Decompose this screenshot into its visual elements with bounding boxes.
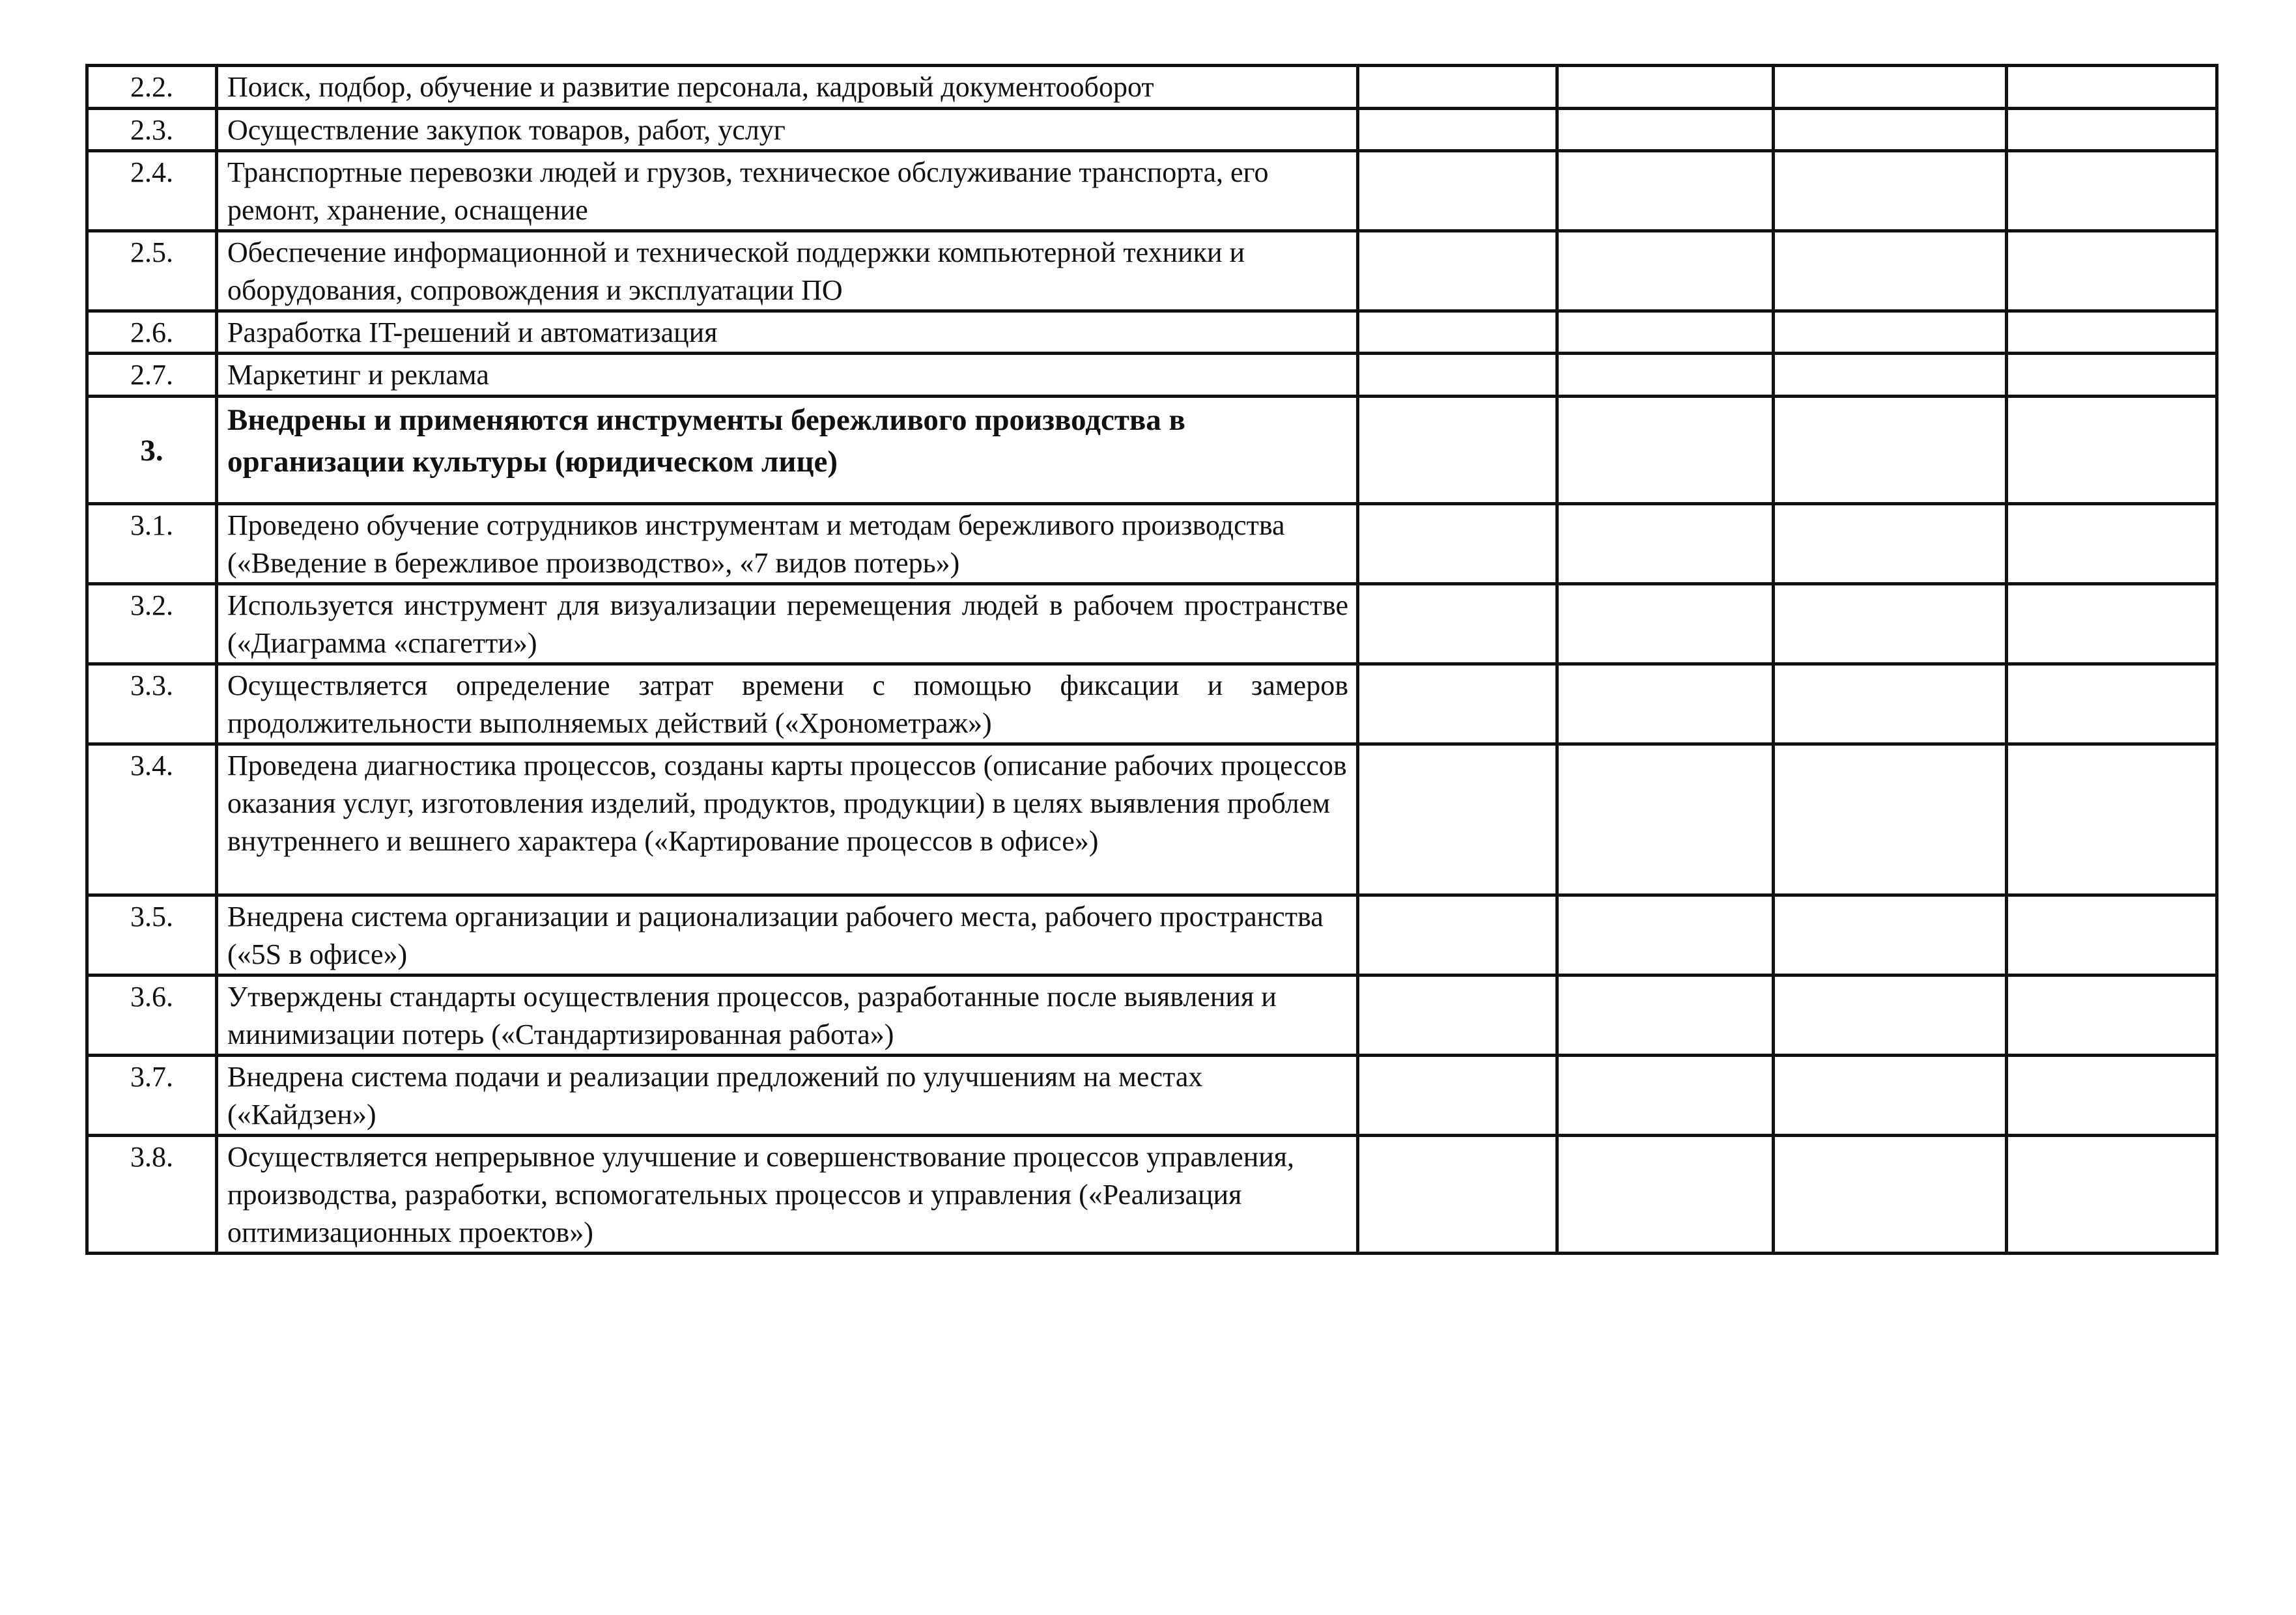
blank-cell[interactable] bbox=[1557, 1136, 1774, 1254]
blank-cell[interactable] bbox=[1774, 151, 2007, 231]
row-text: Проведено обучение сотрудников инструментам и методам бережливого производства («Введение в бережливое производство», «7 видов потерь») bbox=[217, 504, 1358, 584]
blank-cell[interactable] bbox=[2007, 976, 2217, 1056]
blank-cell[interactable] bbox=[1557, 895, 1774, 976]
blank-cell[interactable] bbox=[1774, 354, 2007, 397]
table-row bbox=[87, 66, 2217, 109]
blank-cell[interactable] bbox=[1358, 66, 1557, 109]
blank-cell[interactable] bbox=[1557, 109, 1774, 151]
table-row bbox=[87, 1136, 2217, 1254]
blank-cell[interactable] bbox=[1774, 1136, 2007, 1254]
blank-cell[interactable] bbox=[2007, 1056, 2217, 1136]
blank-cell[interactable] bbox=[1358, 109, 1557, 151]
row-number: 2.6. bbox=[87, 311, 217, 354]
row-text: Проведена диагностика процессов, созданы карты процессов (описание рабочих процессов оказания услуг, изготовления изделий, продуктов, продукции) в целях выявления проблем внутреннего и вешнего характера («Картирование процессов в офисе») bbox=[217, 744, 1358, 895]
section-number: 3. bbox=[87, 397, 217, 504]
blank-cell[interactable] bbox=[1358, 976, 1557, 1056]
table-row bbox=[87, 1056, 2217, 1136]
table-row bbox=[87, 895, 2217, 976]
row-text: Используется инструмент для визуализации перемещения людей в рабочем пространстве («Диаграмма «спагетти») bbox=[217, 584, 1358, 664]
blank-cell[interactable] bbox=[1557, 231, 1774, 311]
row-text: Осуществляется определение затрат времени с помощью фиксации и замеров продолжительности выполняемых действий («Хронометраж») bbox=[217, 664, 1358, 744]
row-text: Транспортные перевозки людей и грузов, техническое обслуживание транспорта, его ремонт, хранение, оснащение bbox=[217, 151, 1358, 231]
blank-cell[interactable] bbox=[1557, 504, 1774, 584]
blank-cell[interactable] bbox=[2007, 1136, 2217, 1254]
row-text: Осуществление закупок товаров, работ, услуг bbox=[217, 109, 1358, 151]
row-text: Утверждены стандарты осуществления процессов, разработанные после выявления и минимизации потерь («Стандартизированная работа») bbox=[217, 976, 1358, 1056]
blank-cell[interactable] bbox=[1774, 664, 2007, 744]
blank-cell[interactable] bbox=[1358, 895, 1557, 976]
row-number: 3.8. bbox=[87, 1136, 217, 1254]
row-number: 2.7. bbox=[87, 354, 217, 397]
checklist-table bbox=[85, 64, 2218, 1255]
blank-cell[interactable] bbox=[1358, 354, 1557, 397]
blank-cell[interactable] bbox=[2007, 504, 2217, 584]
blank-cell[interactable] bbox=[1774, 397, 2007, 504]
table-row bbox=[87, 151, 2217, 231]
blank-cell[interactable] bbox=[1557, 311, 1774, 354]
blank-cell[interactable] bbox=[1557, 397, 1774, 504]
table-row bbox=[87, 744, 2217, 895]
blank-cell[interactable] bbox=[1774, 66, 2007, 109]
table-row bbox=[87, 584, 2217, 664]
blank-cell[interactable] bbox=[2007, 744, 2217, 895]
blank-cell[interactable] bbox=[2007, 397, 2217, 504]
row-text: Маркетинг и реклама bbox=[217, 354, 1358, 397]
blank-cell[interactable] bbox=[1557, 354, 1774, 397]
blank-cell[interactable] bbox=[1774, 584, 2007, 664]
row-number: 2.4. bbox=[87, 151, 217, 231]
blank-cell[interactable] bbox=[1358, 1056, 1557, 1136]
row-number: 3.1. bbox=[87, 504, 217, 584]
row-number: 3.5. bbox=[87, 895, 217, 976]
row-number: 2.5. bbox=[87, 231, 217, 311]
table-row bbox=[87, 231, 2217, 311]
blank-cell[interactable] bbox=[2007, 231, 2217, 311]
blank-cell[interactable] bbox=[1358, 1136, 1557, 1254]
row-number: 2.3. bbox=[87, 109, 217, 151]
blank-cell[interactable] bbox=[1557, 584, 1774, 664]
blank-cell[interactable] bbox=[2007, 584, 2217, 664]
blank-cell[interactable] bbox=[2007, 66, 2217, 109]
blank-cell[interactable] bbox=[1358, 584, 1557, 664]
row-number: 3.3. bbox=[87, 664, 217, 744]
table-row bbox=[87, 109, 2217, 151]
blank-cell[interactable] bbox=[1358, 504, 1557, 584]
blank-cell[interactable] bbox=[2007, 109, 2217, 151]
blank-cell[interactable] bbox=[1774, 504, 2007, 584]
row-number: 3.2. bbox=[87, 584, 217, 664]
blank-cell[interactable] bbox=[1774, 976, 2007, 1056]
blank-cell[interactable] bbox=[1557, 66, 1774, 109]
blank-cell[interactable] bbox=[1774, 744, 2007, 895]
table-row bbox=[87, 664, 2217, 744]
section-header-row bbox=[87, 397, 2217, 504]
row-number: 3.4. bbox=[87, 744, 217, 895]
row-number: 3.7. bbox=[87, 1056, 217, 1136]
blank-cell[interactable] bbox=[1774, 109, 2007, 151]
table-row bbox=[87, 976, 2217, 1056]
blank-cell[interactable] bbox=[1557, 151, 1774, 231]
blank-cell[interactable] bbox=[1774, 895, 2007, 976]
blank-cell[interactable] bbox=[1358, 664, 1557, 744]
blank-cell[interactable] bbox=[1557, 744, 1774, 895]
blank-cell[interactable] bbox=[2007, 895, 2217, 976]
row-text: Внедрена система подачи и реализации предложений по улучшениям на местах («Кайдзен») bbox=[217, 1056, 1358, 1136]
table-row bbox=[87, 311, 2217, 354]
section-title: Внедрены и применяются инструменты бережливого производства в организации культуры (юридическом лице) bbox=[217, 397, 1358, 504]
blank-cell[interactable] bbox=[1557, 664, 1774, 744]
row-text: Внедрена система организации и рационализации рабочего места, рабочего пространства («5S в офисе») bbox=[217, 895, 1358, 976]
blank-cell[interactable] bbox=[1557, 1056, 1774, 1136]
blank-cell[interactable] bbox=[2007, 664, 2217, 744]
blank-cell[interactable] bbox=[2007, 311, 2217, 354]
blank-cell[interactable] bbox=[1358, 311, 1557, 354]
blank-cell[interactable] bbox=[1774, 231, 2007, 311]
row-text: Поиск, подбор, обучение и развитие персонала, кадровый документооборот bbox=[217, 66, 1358, 109]
row-number: 2.2. bbox=[87, 66, 217, 109]
table-row bbox=[87, 354, 2217, 397]
blank-cell[interactable] bbox=[1358, 744, 1557, 895]
blank-cell[interactable] bbox=[1358, 397, 1557, 504]
row-text: Осуществляется непрерывное улучшение и совершенствование процессов управления, производства, разработки, вспомогательных процессов и управления («Реализация оптимизационных проектов») bbox=[217, 1136, 1358, 1254]
blank-cell[interactable] bbox=[2007, 354, 2217, 397]
blank-cell[interactable] bbox=[1774, 311, 2007, 354]
blank-cell[interactable] bbox=[1358, 231, 1557, 311]
row-text: Обеспечение информационной и технической поддержки компьютерной техники и оборудования, сопровождения и эксплуатации ПО bbox=[217, 231, 1358, 311]
blank-cell[interactable] bbox=[2007, 151, 2217, 231]
blank-cell[interactable] bbox=[1557, 976, 1774, 1056]
row-number: 3.6. bbox=[87, 976, 217, 1056]
blank-cell[interactable] bbox=[1358, 151, 1557, 231]
blank-cell[interactable] bbox=[1774, 1056, 2007, 1136]
row-text: Разработка IT-решений и автоматизация bbox=[217, 311, 1358, 354]
table-row bbox=[87, 504, 2217, 584]
